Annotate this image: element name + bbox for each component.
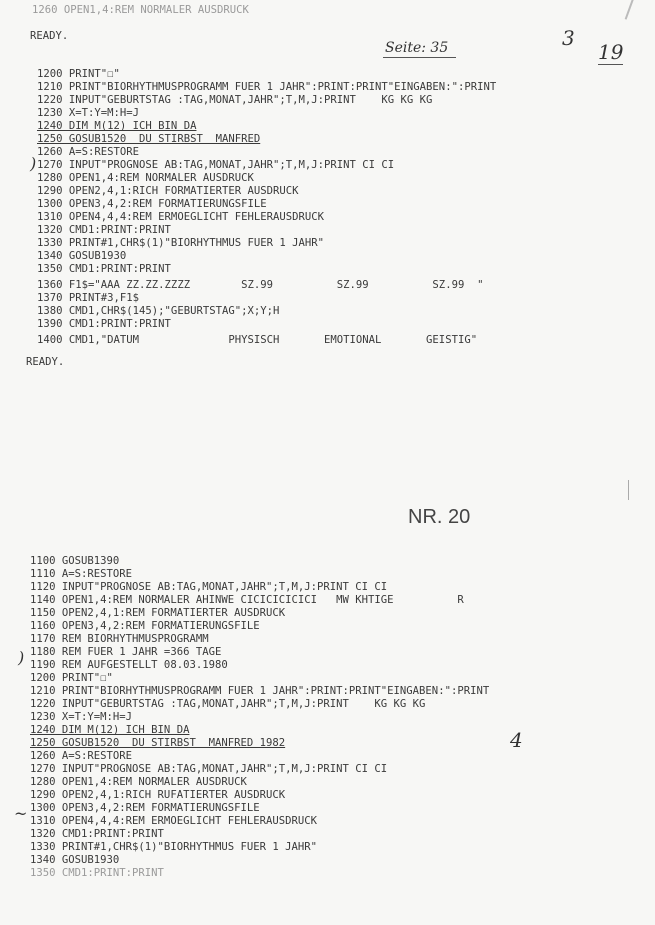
- listing-b-line: 1280 OPEN1,4:REM NORMALER AUSDRUCK: [30, 776, 247, 788]
- listing-b-line: 1250 GOSUB1520 DU STIRBST MANFRED 1982: [30, 737, 286, 749]
- margin-mark: ~: [14, 804, 28, 823]
- listing-b-line: 1330 PRINT#1,CHR$(1)"BIORHYTHMUS FUER 1 JAHR": [30, 841, 318, 853]
- listing-b-line: 1350 CMD1:PRINT:PRINT: [30, 867, 164, 879]
- listing-a-line: 1390 CMD1:PRINT:PRINT: [37, 318, 171, 330]
- listing-a-line: 1210 PRINT"BIORHYTHMUSPROGRAMM FUER 1 JAHR":PRINT:PRINT"EINGABEN:":PRINT: [37, 81, 497, 93]
- listing-a-line: 1230 X=T:Y=M:H=J: [37, 107, 140, 119]
- listing-b-line: 1140 OPEN1,4:REM NORMALER AHINWE CICICICICICI MW KHTIGE R: [30, 594, 464, 606]
- listing-b-line: 1290 OPEN2,4,1:RICH RUFATIERTER AUSDRUCK: [30, 789, 286, 801]
- listing-b-line: 1270 INPUT"PROGNOSE AB:TAG,MONAT,JAHR";T,M,J:PRINT CI CI: [30, 763, 388, 775]
- listing-b-line: 1100 GOSUB1390: [30, 555, 120, 567]
- listing-b-line: 1300 OPEN3,4,2:REM FORMATIERUNGSFILE: [30, 802, 260, 814]
- listing-a-line: 1310 OPEN4,4,4:REM ERMOEGLICHT FEHLERAUSDRUCK: [37, 211, 325, 223]
- listing-b-line: 1210 PRINT"BIORHYTHMUSPROGRAMM FUER 1 JAHR":PRINT:PRINT"EINGABEN:":PRINT: [30, 685, 490, 697]
- page-edge-mark: [625, 0, 646, 24]
- listing-b-line: 1340 GOSUB1930: [30, 854, 120, 866]
- listing-b-line: 1120 INPUT"PROGNOSE AB:TAG,MONAT,JAHR";T,M,J:PRINT CI CI: [30, 581, 388, 593]
- listing-a-line: 1380 CMD1,CHR$(145);"GEBURTSTAG";X;Y;H: [37, 305, 280, 317]
- listing-a-line: 1360 F1$="AAA ZZ.ZZ.ZZZZ SZ.99 SZ.99 SZ.99 ": [37, 279, 484, 291]
- ready-text: READY.: [30, 30, 69, 42]
- listing-a-line: 1270 INPUT"PROGNOSE AB:TAG,MONAT,JAHR";T,M,J:PRINT CI CI: [37, 159, 395, 171]
- listing-b-line: 1180 REM FUER 1 JAHR =366 TAGE: [30, 646, 222, 658]
- listing-b-line: 1220 INPUT"GEBURTSTAG :TAG,MONAT,JAHR";T,M,J:PRINT KG KG KG: [30, 698, 426, 710]
- handwritten-four: 4: [510, 728, 523, 752]
- listing-a-line: 1290 OPEN2,4,1:RICH FORMATIERTER AUSDRUCK: [37, 185, 299, 197]
- listing-b-line: 1110 A=S:RESTORE: [30, 568, 133, 580]
- listing-b-line: 1150 OPEN2,4,1:REM FORMATIERTER AUSDRUCK: [30, 607, 286, 619]
- listing-b-line: 1160 OPEN3,4,2:REM FORMATIERUNGSFILE: [30, 620, 260, 632]
- handwritten-page-number: Seite: 35: [383, 40, 456, 58]
- page-edge-mark: [628, 480, 629, 500]
- listing-a-line: 1220 INPUT"GEBURTSTAG :TAG,MONAT,JAHR";T,M,J:PRINT KG KG KG: [37, 94, 433, 106]
- listing-a-line: 1200 PRINT"☐": [37, 68, 120, 80]
- listing-a-line: 1250 GOSUB1520 DU STIRBST MANFRED: [37, 133, 261, 145]
- listing-a-line: 1340 GOSUB1930: [37, 250, 127, 262]
- listing-b-line: 1190 REM AUFGESTELLT 08.03.1980: [30, 659, 228, 671]
- listing-a-line: 1300 OPEN3,4,2:REM FORMATIERUNGSFILE: [37, 198, 267, 210]
- top-fragment-line: 1260 OPEN1,4:REM NORMALER AUSDRUCK: [32, 4, 249, 16]
- listing-b-line: 1260 A=S:RESTORE: [30, 750, 133, 762]
- listing-a-line: 1400 CMD1,"DATUM PHYSISCH EMOTIONAL GEISTIG": [37, 334, 478, 346]
- margin-mark: ): [30, 154, 37, 173]
- listing-b-line: 1240 DIM M(12) ICH BIN DA: [30, 724, 190, 736]
- listing-a-line: 1370 PRINT#3,F1$: [37, 292, 140, 304]
- listing-b-line: 1230 X=T:Y=M:H=J: [30, 711, 133, 723]
- listing-a-line: 1280 OPEN1,4:REM NORMALER AUSDRUCK: [37, 172, 254, 184]
- listing-a-line: 1320 CMD1:PRINT:PRINT: [37, 224, 171, 236]
- listing-b-line: 1310 OPEN4,4,4:REM ERMOEGLICHT FEHLERAUSDRUCK: [30, 815, 318, 827]
- listing-a-line: 1350 CMD1:PRINT:PRINT: [37, 263, 171, 275]
- listing-b-line: 1320 CMD1:PRINT:PRINT: [30, 828, 164, 840]
- listing-a-line: 1240 DIM M(12) ICH BIN DA: [37, 120, 197, 132]
- handwritten-three: 3: [562, 26, 575, 50]
- listing-b-line: 1170 REM BIORHYTHMUSPROGRAMM: [30, 633, 209, 645]
- handwritten-nineteen: 19: [598, 40, 624, 64]
- listing-a-line: 1260 A=S:RESTORE: [37, 146, 140, 158]
- listing-b-line: 1200 PRINT"☐": [30, 672, 113, 684]
- ready-text: READY.: [26, 356, 65, 368]
- document-stamp-number: NR. 20: [408, 506, 471, 528]
- margin-mark: ): [18, 648, 25, 667]
- listing-a-line: 1330 PRINT#1,CHR$(1)"BIORHYTHMUS FUER 1 JAHR": [37, 237, 325, 249]
